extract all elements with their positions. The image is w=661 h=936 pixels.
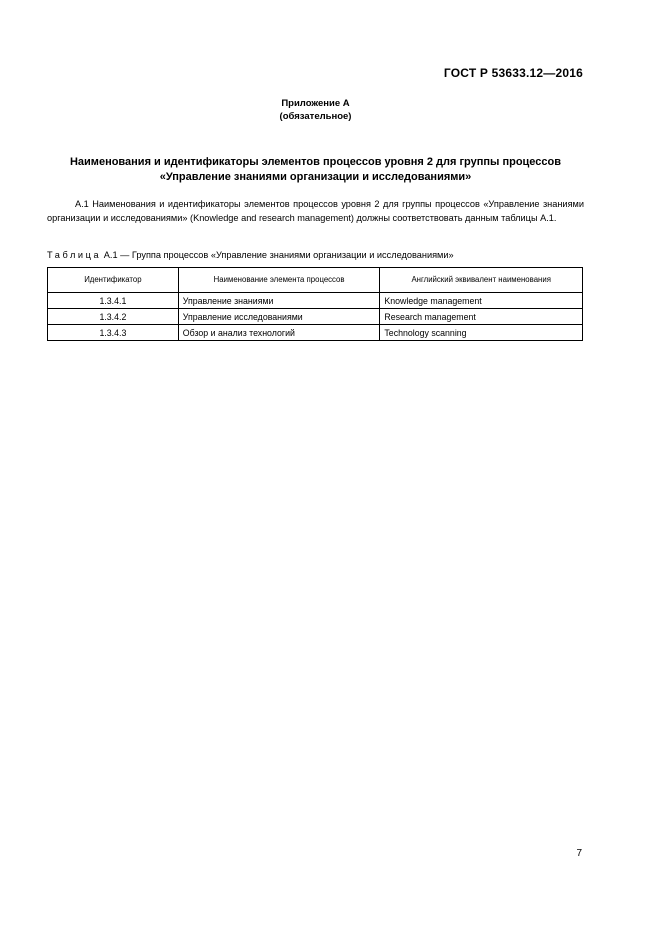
cell-identifier: 1.3.4.3 bbox=[48, 325, 179, 341]
column-header-identifier: Идентификатор bbox=[48, 268, 179, 293]
column-header-element-name: Наименование элемента процессов bbox=[178, 268, 380, 293]
cell-element-name: Управление исследованиями bbox=[178, 309, 380, 325]
table-row bbox=[48, 309, 583, 325]
section-title-line-2: «Управление знаниями организации и исследованиями» bbox=[159, 171, 472, 183]
cell-english-equivalent: Research management bbox=[380, 309, 583, 325]
cell-element-name: Обзор и анализ технологий bbox=[178, 325, 380, 341]
cell-identifier: 1.3.4.2 bbox=[48, 309, 179, 325]
table-row bbox=[48, 325, 583, 341]
cell-identifier: 1.3.4.1 bbox=[48, 293, 179, 309]
table-row bbox=[48, 293, 583, 309]
cell-english-equivalent: Knowledge management bbox=[380, 293, 583, 309]
table-caption-prefix: Таблица bbox=[47, 250, 102, 260]
cell-english-equivalent: Technology scanning bbox=[380, 325, 583, 341]
appendix-heading bbox=[0, 97, 631, 123]
body-paragraph: А.1 Наименования и идентификаторы элементов процессов уровня 2 для группы процессов «Управление знаниями организации и исследованиями» (Knowledge and research management) должны соответствовать данным таблицы А.1. bbox=[47, 199, 584, 223]
table-caption bbox=[47, 249, 454, 261]
table-header-row bbox=[48, 268, 583, 293]
page-number: 7 bbox=[576, 848, 582, 859]
appendix-status: (обязательное) bbox=[279, 111, 352, 122]
table-caption-text: А.1 — Группа процессов «Управление знаниями организации и исследованиями» bbox=[103, 250, 454, 260]
process-table bbox=[47, 267, 583, 341]
document-standard-id: ГОСТ Р 53633.12—2016 bbox=[443, 66, 583, 80]
section-title bbox=[47, 155, 584, 185]
column-header-english-equivalent: Английский эквивалент наименования bbox=[380, 268, 583, 293]
cell-element-name: Управление знаниями bbox=[178, 293, 380, 309]
section-title-line-1: Наименования и идентификаторы элементов процессов уровня 2 для группы процессов bbox=[69, 156, 561, 168]
appendix-label: Приложение А bbox=[281, 98, 350, 109]
